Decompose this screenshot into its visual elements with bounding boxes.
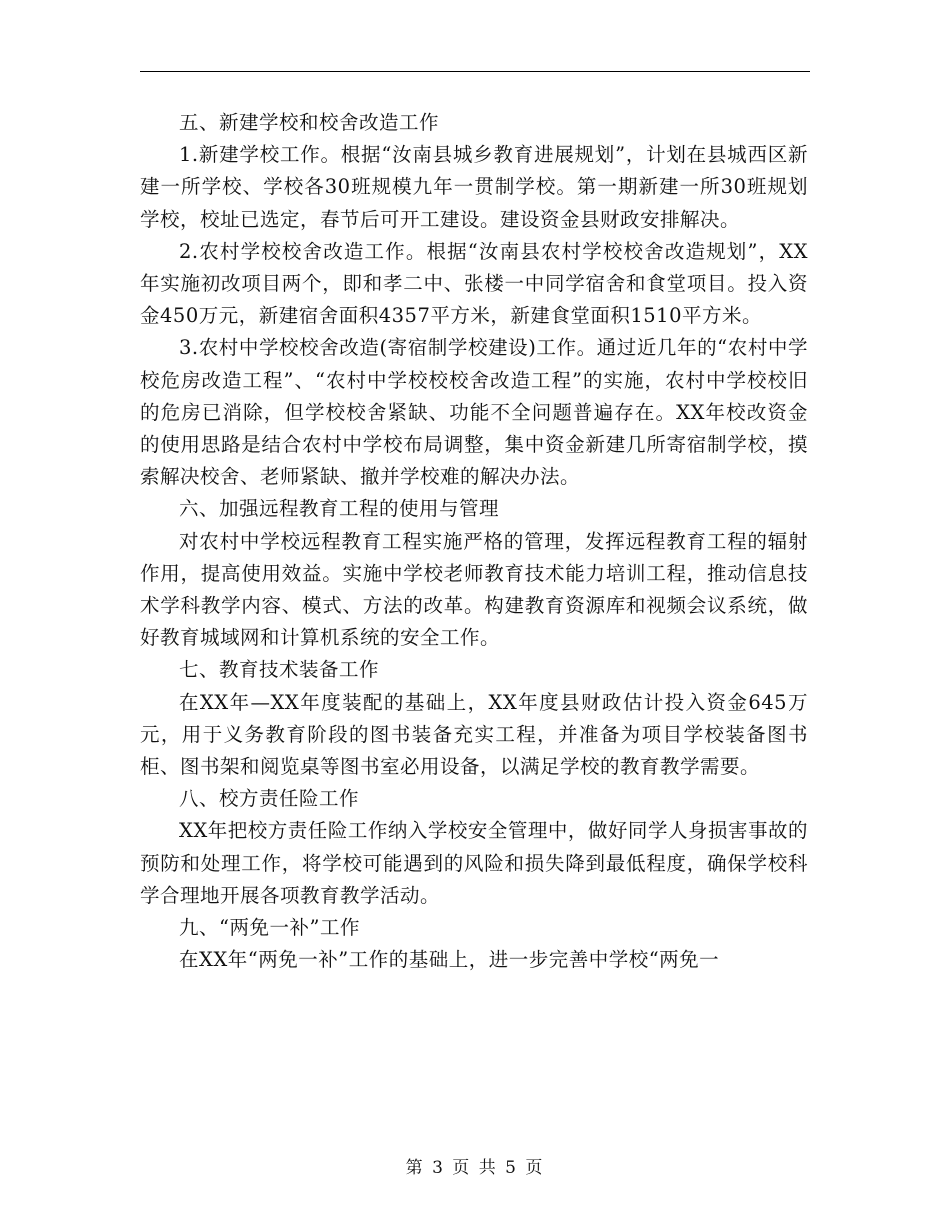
paragraph-remote-education: 对农村中学校远程教育工程实施严格的管理，发挥远程教育工程的辐射作用，提高使用效益。实施中学校老师教育技术能力培训工程，推动信息技术学科教学内容、模式、方法的改革。构建教育资源库和视频会议系统，做好教育城域网和计算机系统的安全工作。 — [140, 529, 808, 650]
paragraph-two-exemptions: 在XX年“两免一补”工作的基础上，进一步完善中学校“两免一 — [179, 948, 720, 972]
section-heading-7: 七、教育技术装备工作 — [179, 658, 380, 682]
document-body — [140, 107, 808, 976]
section-heading-9: 九、“两免一补”工作 — [179, 916, 360, 940]
section-heading-8: 八、校方责任险工作 — [179, 787, 360, 811]
paragraph-equipment: 在XX年—XX年度装配的基础上，XX年度县财政估计投入资金645万元，用于义务教育阶段的图书装备充实工程，并准备为项目学校装备图书柜、图书架和阅览桌等图书室必用设备，以满足学校的教育教学需要。 — [140, 690, 808, 779]
page-number-footer: 第 3 页 共 5 页 — [405, 1158, 545, 1178]
header-rule — [140, 71, 810, 72]
paragraph-new-school: 1.新建学校工作。根据“汝南县城乡教育进展规划”，计划在县城西区新建一所学校、学校各30班规模九年一贯制学校。第一期新建一所30班规划学校，校址已选定，春节后可开工建设。建设资金县财政安排解决。 — [140, 143, 808, 231]
section-heading-6: 六、加强远程教育工程的使用与管理 — [179, 497, 500, 521]
section-heading-5: 五、新建学校和校舍改造工作 — [179, 111, 440, 134]
paragraph-liability-insurance: XX年把校方责任险工作纳入学校安全管理中，做好同学人身损害事故的预防和处理工作，将学校可能遇到的风险和损失降到最低程度，确保学校科学合理地开展各项教育教学活动。 — [140, 819, 808, 907]
paragraph-rural-school-renovation: 2.农村学校校舍改造工作。根据“汝南县农村学校校舍改造规划”，XX年实施初改项目两个，即和孝二中、张楼一中同学宿舍和食堂项目。投入资金450万元，新建宿舍面积4357平方米，新建食堂面积1510平方米。 — [140, 239, 808, 328]
paragraph-boarding-school: 3.农村中学校校舍改造(寄宿制学校建设)工作。通过近几年的“农村中学校危房改造工程”、“农村中学校校校舍改造工程”的实施，农村中学校校旧的危房已消除，但学校校舍紧缺、功能不全问题普遍存在。XX年校改资金的使用思路是结合农村中学校布局调整，集中资金新建几所寄宿制学校，摸索解决校舍、老师紧缺、撤并学校难的解决办法。 — [140, 336, 808, 489]
